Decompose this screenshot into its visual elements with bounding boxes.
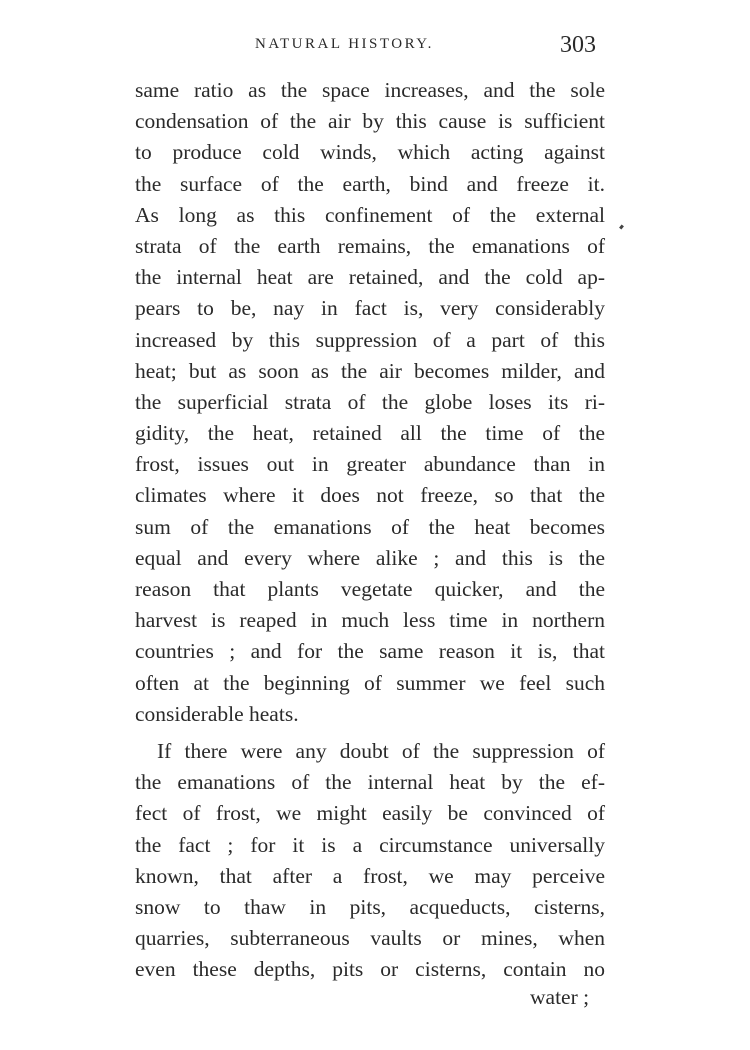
text-line: often at the beginning of summer we feel such <box>135 670 605 695</box>
text-line: equal and every where alike ; and this is the <box>135 545 605 570</box>
text-line: countries ; and for the same reason it is, that <box>135 639 605 664</box>
text-line: snow to thaw in pits, acqueducts, cisterns, <box>135 894 605 919</box>
text-line: As long as this confinement of the external <box>135 202 605 227</box>
text-line: climates where it does not freeze, so that the <box>135 483 605 508</box>
text-line: gidity, the heat, retained all the time of the <box>135 421 605 446</box>
text-line: even these depths, pits or cisterns, contain no <box>135 957 605 982</box>
catchword: water ; <box>530 985 590 1009</box>
text-line: condensation of the air by this cause is sufficient <box>135 109 605 134</box>
text-line: harvest is reaped in much less time in northern <box>135 608 605 633</box>
text-line: the emanations of the internal heat by the ef- <box>135 770 605 795</box>
text-line: quarries, subterraneous vaults or mines, when <box>135 926 605 951</box>
text-line: considerable heats. <box>135 701 299 726</box>
text-line: same ratio as the space increases, and the sole <box>135 78 605 102</box>
text-line: the surface of the earth, bind and freeze it. <box>135 171 605 196</box>
text-line: the superficial strata of the globe loses its ri- <box>135 389 605 414</box>
page-number: 303 <box>560 32 596 58</box>
running-title: NATURAL HISTORY. <box>255 36 434 52</box>
text-line: pears to be, nay in fact is, very considerably <box>135 296 605 321</box>
text-line: If there were any doubt of the suppression of <box>157 738 605 763</box>
text-line: frost, issues out in greater abundance than in <box>135 452 605 477</box>
paragraph-1 <box>135 75 605 730</box>
text-line: reason that plants vegetate quicker, and the <box>135 577 605 601</box>
paragraph-2 <box>135 736 605 986</box>
text-line: fect of frost, we might easily be convinced of <box>135 801 605 826</box>
text-line: heat; but as soon as the air becomes milder, and <box>135 358 605 383</box>
text-line: sum of the emanations of the heat becomes <box>135 514 605 539</box>
body-text <box>135 75 605 985</box>
running-head <box>0 32 750 62</box>
text-line: to produce cold winds, which acting against <box>135 140 605 165</box>
text-line: the fact ; for it is a circumstance universally <box>135 832 605 857</box>
text-line: the internal heat are retained, and the cold ap- <box>135 265 605 290</box>
text-line: strata of the earth remains, the emanations of <box>135 233 605 258</box>
text-line: increased by this suppression of a part of this <box>135 327 605 352</box>
text-line: known, that after a frost, we may perceive <box>135 863 605 888</box>
ink-speck <box>619 225 624 230</box>
